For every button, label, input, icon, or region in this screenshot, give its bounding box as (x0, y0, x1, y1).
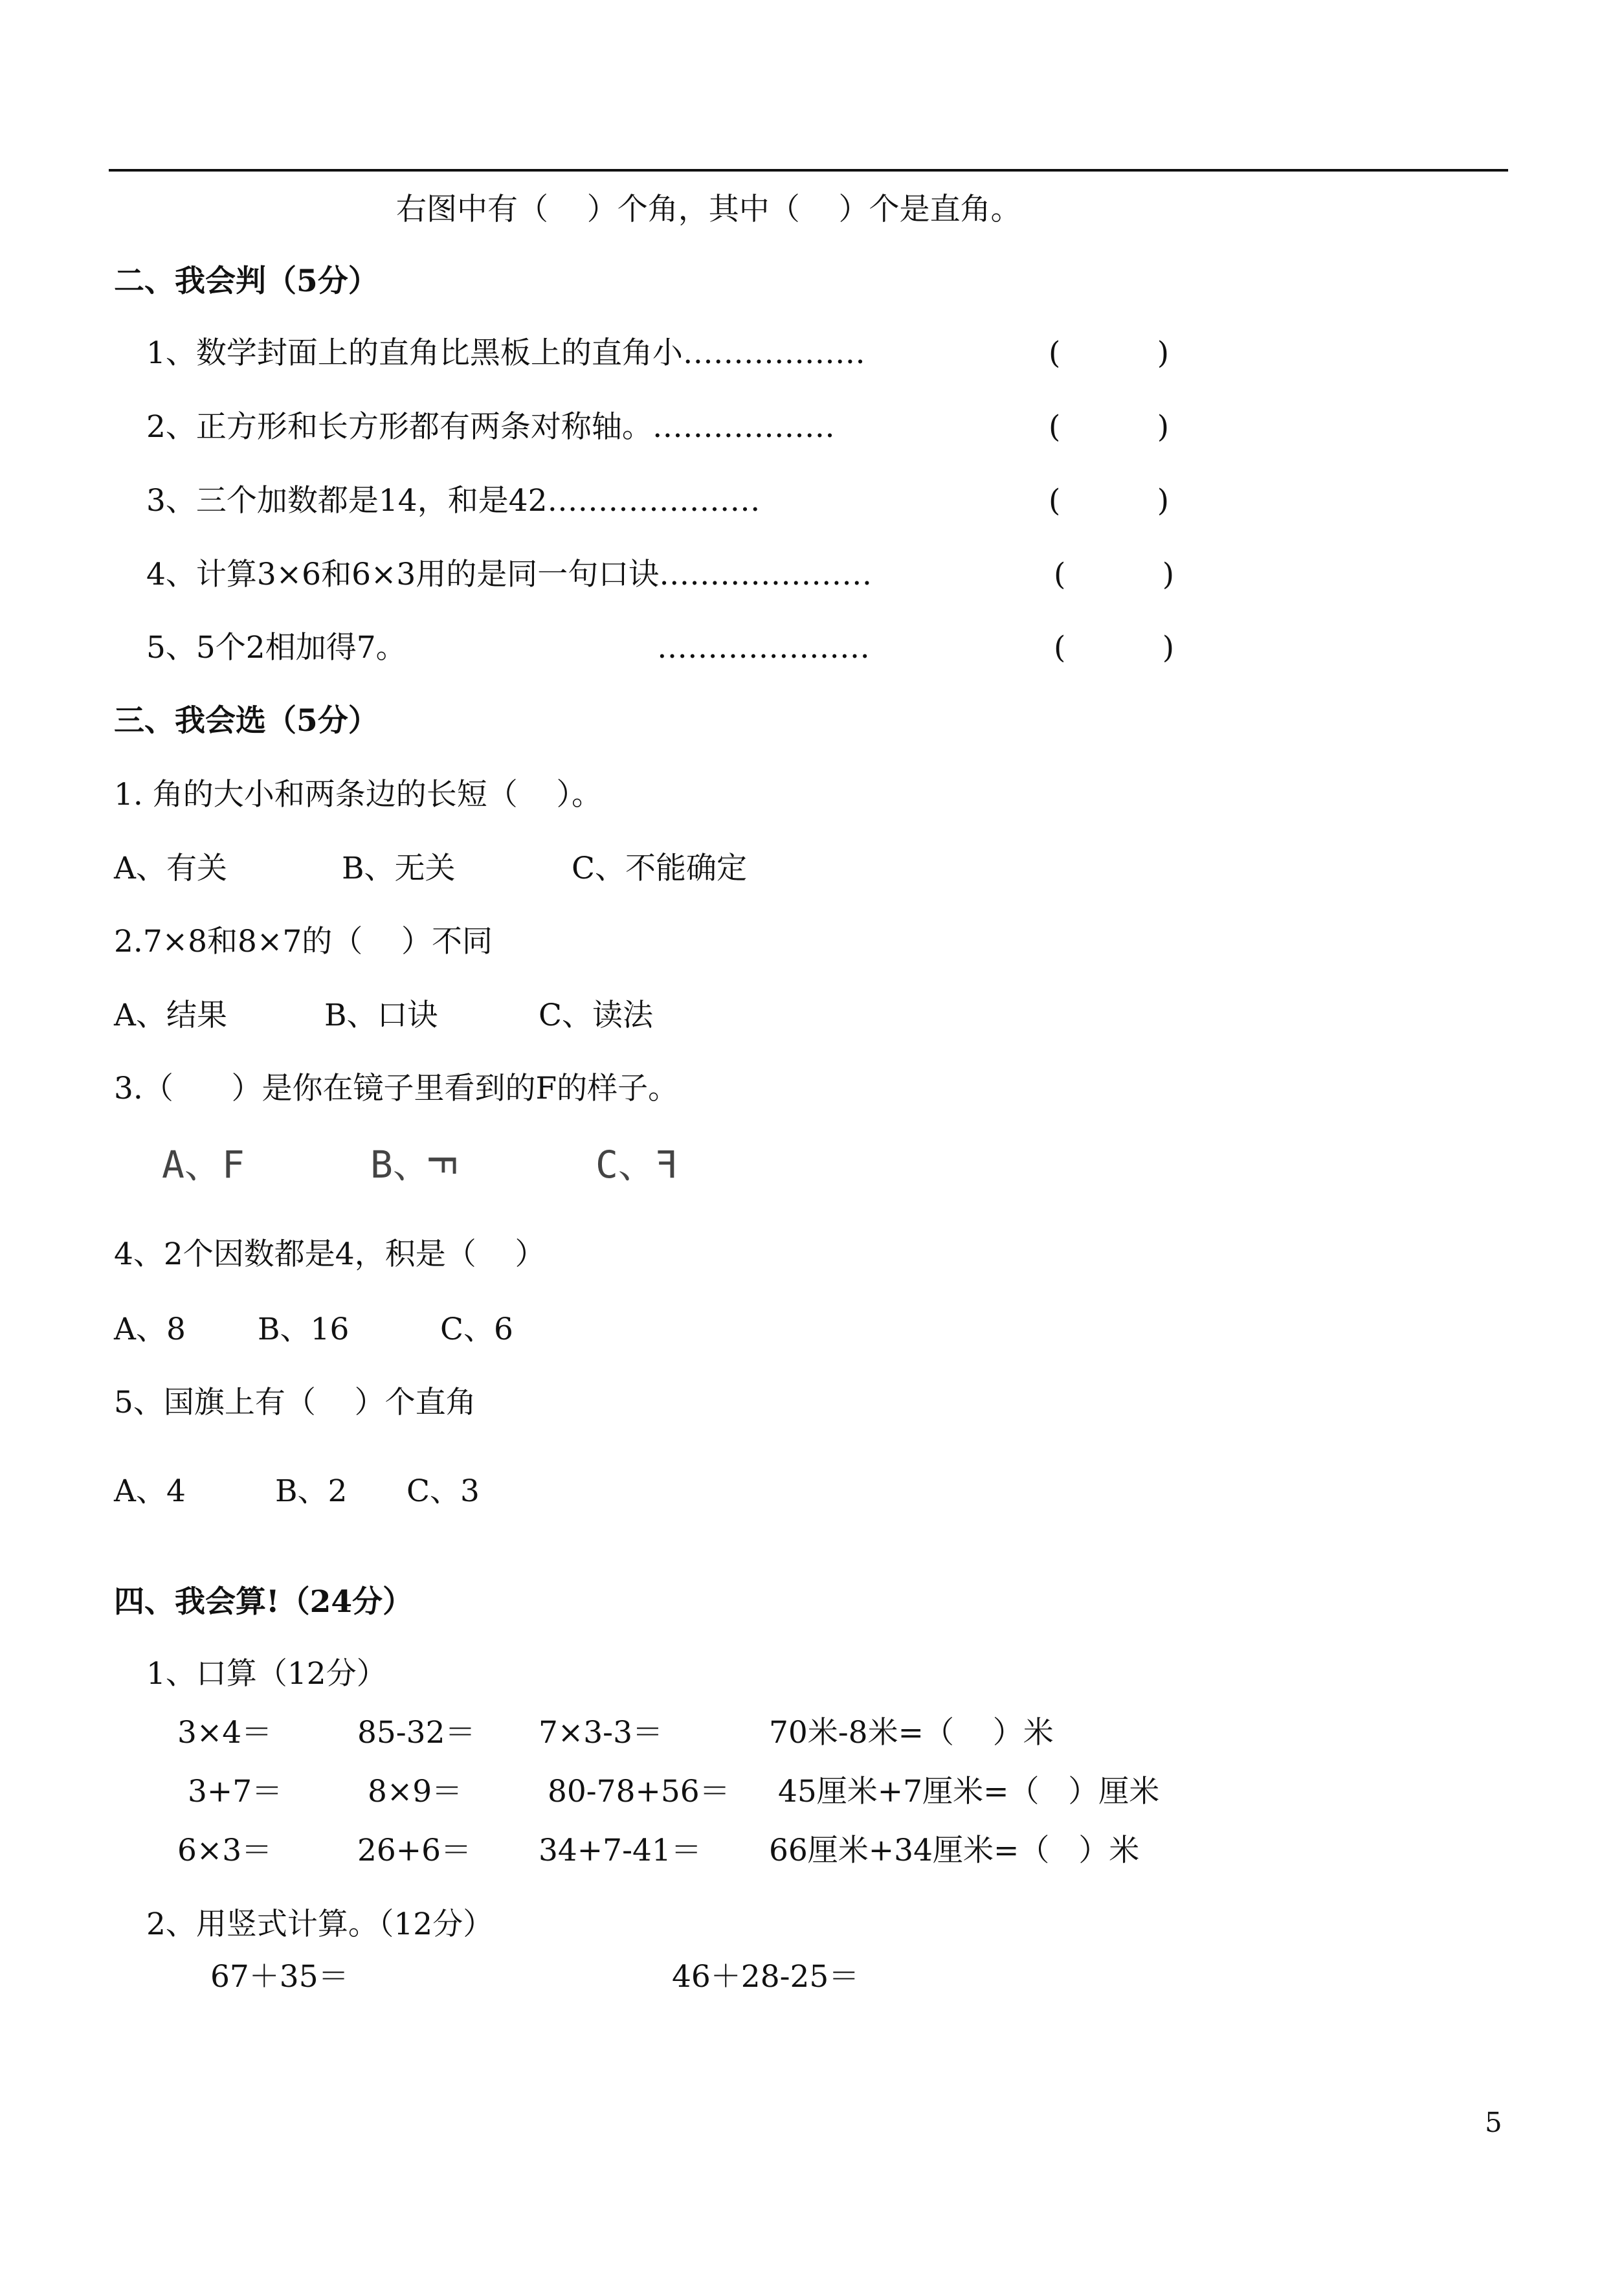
mental-r3-c1[interactable]: 6×3＝ (177, 1833, 273, 1868)
vertical-calc-2[interactable]: 46＋28-25＝ (672, 1959, 860, 1995)
q3-option-c-label: C、 (595, 1143, 656, 1187)
judge-answer-1[interactable]: ( ) (1049, 335, 1170, 371)
mental-r1-c3[interactable]: 7×3-3＝ (539, 1715, 663, 1751)
q2-option-a[interactable]: A、结果 (114, 998, 227, 1033)
q4-option-a[interactable]: A、8 (114, 1312, 186, 1347)
mental-r2-c3[interactable]: 80-78+56＝ (548, 1774, 730, 1809)
intro-line: 右图中有（ ）个角，其中（ ）个是直角。 (396, 192, 1021, 227)
judge-item-2: 2、正方形和长方形都有两条对称轴。……………… (146, 409, 835, 445)
judge-answer-4[interactable]: ( ) (1054, 557, 1175, 592)
q1-option-c[interactable]: C、不能确定 (572, 851, 747, 886)
q1-option-a[interactable]: A、有关 (114, 851, 227, 886)
mental-r2-c1[interactable]: 3+7＝ (188, 1774, 283, 1809)
q5-option-c[interactable]: C、3 (406, 1473, 480, 1509)
top-rule (109, 169, 1508, 172)
q1-option-b[interactable]: B、无关 (342, 851, 456, 886)
choice-q5: 5、国旗上有（ ）个直角 (114, 1385, 476, 1420)
mental-r3-c2[interactable]: 26+6＝ (357, 1833, 472, 1868)
judge-answer-5[interactable]: ( ) (1054, 630, 1175, 666)
mental-r3-c3[interactable]: 34+7-41＝ (539, 1833, 702, 1868)
judge-item-4: 4、计算3×6和6×3用的是同一句口诀………………… (146, 557, 873, 592)
judge-item-3: 3、三个加数都是14，和是42………………… (146, 483, 761, 519)
q3-option-c[interactable] (595, 1143, 678, 1187)
section2-title: 二、我会判（5分） (114, 263, 379, 299)
q5-option-a[interactable]: A、4 (114, 1473, 186, 1509)
section4-title: 四、我会算!（24分） (114, 1584, 414, 1620)
mirrored-f-glyph: F (655, 1143, 678, 1187)
mental-r3-c4[interactable]: 66厘米+34厘米=（ ）米 (769, 1833, 1140, 1868)
q3-option-b-label: B、 (370, 1143, 430, 1187)
judge-item-1: 1、数学封面上的直角比黑板上的直角小……………… (146, 335, 865, 371)
vertical-calc-1[interactable]: 67＋35＝ (210, 1959, 349, 1995)
q3-option-a[interactable]: A、F (162, 1143, 245, 1187)
section3-title: 三、我会选（5分） (114, 703, 379, 739)
choice-q2: 2.7×8和8×7的（ ）不同 (114, 924, 493, 959)
q5-option-b[interactable]: B、2 (275, 1473, 348, 1509)
choice-q4: 4、2个因数都是4，积是（ ） (114, 1236, 546, 1272)
choice-q1: 1. 角的大小和两条边的长短（ ）。 (114, 777, 603, 812)
q4-option-b[interactable]: B、16 (258, 1312, 350, 1347)
mental-math-heading: 1、口算（12分） (146, 1656, 387, 1692)
mental-r1-c4[interactable]: 70米-8米=（ ）米 (769, 1715, 1054, 1751)
mental-r2-c2[interactable]: 8×9＝ (368, 1774, 463, 1809)
q4-option-c[interactable]: C、6 (440, 1312, 513, 1347)
mental-r1-c1[interactable]: 3×4＝ (177, 1715, 273, 1751)
q2-option-c[interactable]: C、读法 (539, 998, 653, 1033)
q3-option-b[interactable] (370, 1143, 464, 1187)
vertical-calc-heading: 2、用竖式计算。（12分） (146, 1907, 494, 1942)
page-number: 5 (1485, 2107, 1502, 2138)
judge-item-5: 5、5个2相加得7。 (146, 630, 406, 666)
choice-q3: 3.（ ）是你在镜子里看到的F的样子。 (114, 1071, 679, 1106)
rotated-f-glyph: F (419, 1153, 464, 1176)
judge-answer-3[interactable]: ( ) (1049, 483, 1170, 519)
judge-item-5-dots: ………………… (657, 630, 870, 666)
mental-r2-c4[interactable]: 45厘米+7厘米=（ ）厘米 (778, 1774, 1160, 1809)
q2-option-b[interactable]: B、口诀 (324, 998, 438, 1033)
mental-r1-c2[interactable]: 85-32＝ (357, 1715, 476, 1751)
judge-answer-2[interactable]: ( ) (1049, 409, 1170, 445)
